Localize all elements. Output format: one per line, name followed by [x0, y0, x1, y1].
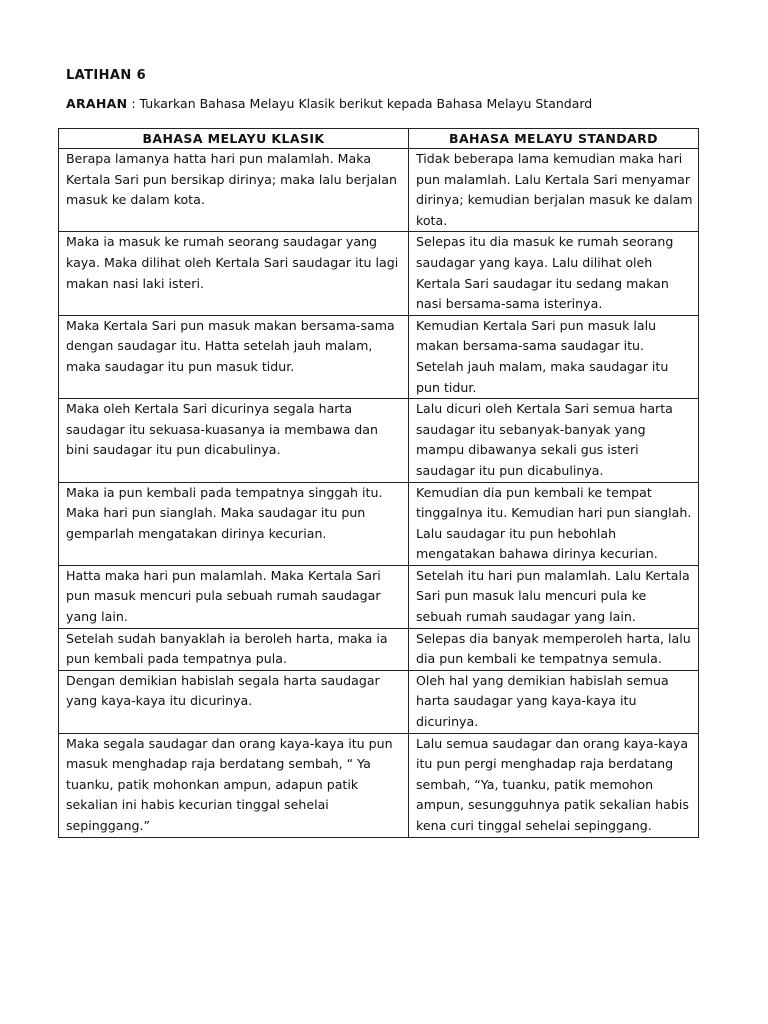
cell-klasik: Maka oleh Kertala Sari dicurinya segala harta saudagar itu sekuasa-kuasanya ia membawa dan bini saudagar itu pun dicabulinya.: [59, 399, 409, 482]
instruction-label: ARAHAN: [66, 96, 128, 111]
table-row: [59, 315, 699, 398]
table-row: [59, 733, 699, 837]
cell-standard: Selepas dia banyak memperoleh harta, lalu dia pun kembali ke tempatnya semula.: [409, 628, 699, 670]
cell-klasik: Berapa lamanya hatta hari pun malamlah. Maka Kertala Sari pun bersikap dirinya; maka lalu berjalan masuk ke dalam kota.: [59, 149, 409, 232]
cell-standard: Lalu semua saudagar dan orang kaya-kaya itu pun pergi menghadap raja berdatang sembah, “Ya, tuanku, patik memohon ampun, sesungguhnya patik sekalian habis kena curi tinggal sehelai sepinggang.: [409, 733, 699, 837]
cell-standard: Oleh hal yang demikian habislah semua harta saudagar yang kaya-kaya itu dicurinya.: [409, 670, 699, 733]
translation-table: [58, 128, 699, 838]
table-row: [59, 482, 699, 565]
table-row: [59, 149, 699, 232]
cell-standard: Setelah itu hari pun malamlah. Lalu Kertala Sari pun masuk lalu mencuri pula ke sebuah rumah saudagar yang lain.: [409, 565, 699, 628]
cell-klasik: Maka Kertala Sari pun masuk makan bersama-sama dengan saudagar itu. Hatta setelah jauh malam, maka saudagar itu pun masuk tidur.: [59, 315, 409, 398]
instruction-line: [66, 95, 592, 113]
cell-klasik: Setelah sudah banyaklah ia beroleh harta, maka ia pun kembali pada tempatnya pula.: [59, 628, 409, 670]
table-body: [59, 149, 699, 838]
cell-klasik: Maka ia pun kembali pada tempatnya singgah itu. Maka hari pun sianglah. Maka saudagar itu pun gemparlah mengatakan dirinya kecurian.: [59, 482, 409, 565]
cell-standard: Lalu dicuri oleh Kertala Sari semua harta saudagar itu sebanyak-banyak yang mampu dibawanya sekali gus isteri saudagar itu pun dicabulinya.: [409, 399, 699, 482]
cell-klasik: Maka segala saudagar dan orang kaya-kaya itu pun masuk menghadap raja berdatang sembah, “ Ya tuanku, patik mohonkan ampun, adapun patik sekalian ini habis kecurian tinggal sehelai sepinggang.”: [59, 733, 409, 837]
table-header-row: [59, 129, 699, 149]
table-row: [59, 628, 699, 670]
header-klasik: BAHASA MELAYU KLASIK: [59, 129, 409, 149]
header-standard: BAHASA MELAYU STANDARD: [409, 129, 699, 149]
table-row: [59, 565, 699, 628]
instruction-text: : Tukarkan Bahasa Melayu Klasik berikut kepada Bahasa Melayu Standard: [127, 96, 593, 111]
cell-klasik: Dengan demikian habislah segala harta saudagar yang kaya-kaya itu dicurinya.: [59, 670, 409, 733]
cell-klasik: Maka ia masuk ke rumah seorang saudagar yang kaya. Maka dilihat oleh Kertala Sari saudagar itu lagi makan nasi laki isteri.: [59, 232, 409, 315]
table-row: [59, 399, 699, 482]
cell-standard: Kemudian Kertala Sari pun masuk lalu makan bersama-sama saudagar itu. Setelah jauh malam, maka saudagar itu pun tidur.: [409, 315, 699, 398]
cell-standard: Selepas itu dia masuk ke rumah seorang saudagar yang kaya. Lalu dilihat oleh Kertala Sari saudagar itu sedang makan nasi bersama-sama isterinya.: [409, 232, 699, 315]
cell-klasik: Hatta maka hari pun malamlah. Maka Kertala Sari pun masuk mencuri pula sebuah rumah saudagar yang lain.: [59, 565, 409, 628]
cell-standard: Tidak beberapa lama kemudian maka hari pun malamlah. Lalu Kertala Sari menyamar dirinya; kemudian berjalan masuk ke dalam kota.: [409, 149, 699, 232]
table-row: [59, 670, 699, 733]
table-row: [59, 232, 699, 315]
cell-standard: Kemudian dia pun kembali ke tempat tinggalnya itu. Kemudian hari pun sianglah. Lalu saudagar itu pun hebohlah mengatakan bahawa dirinya kecurian.: [409, 482, 699, 565]
exercise-title: LATIHAN 6: [66, 68, 147, 83]
